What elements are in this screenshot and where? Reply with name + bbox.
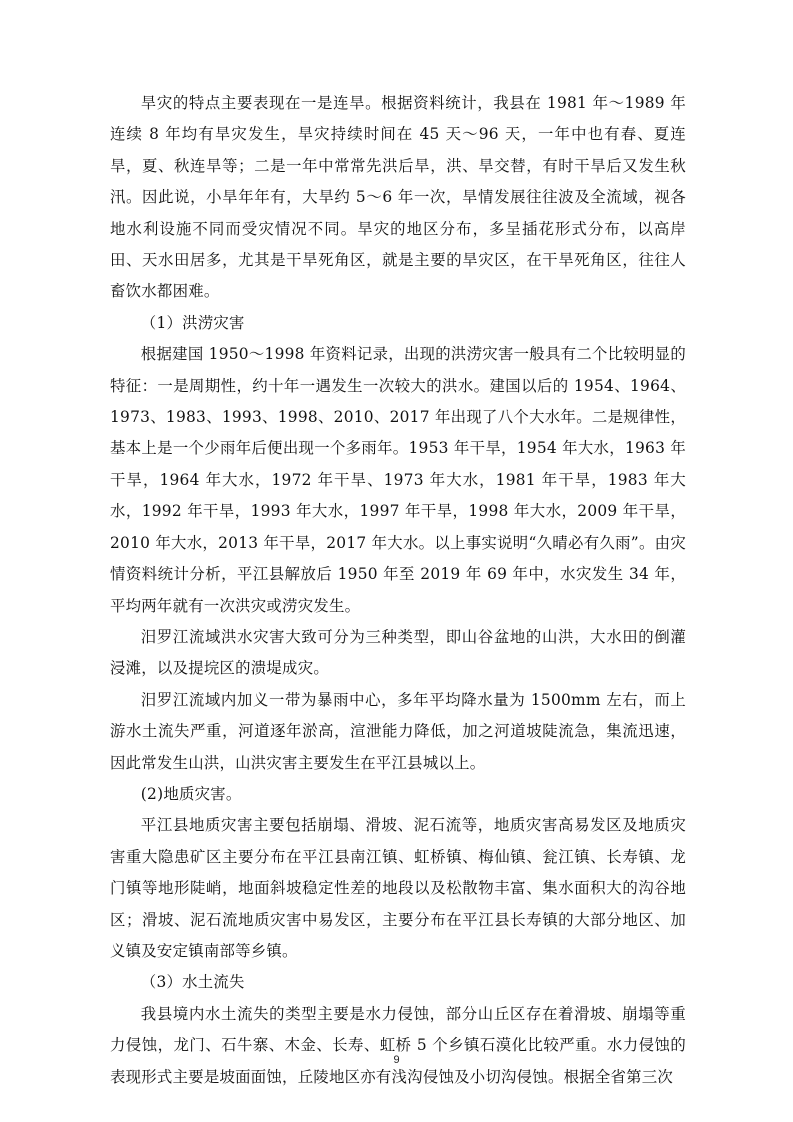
paragraph-flood-records: 根据建国 1950～1998 年资料记录，出现的洪涝灾害一般具有二个比较明显的特征：一是周期性，约十年一遇发生一次较大的洪水。建国以后的 1954、1964、1973、1983、1993、1998、2010、2017 年出现了八个大水年。二是规律性，基本上是一个少雨年后便出现一个多雨年。1953 年干旱，1954 年大水，1963 年干旱，1964 年大水，1972 年干旱、1973 年大水，1981 年干旱，1983 年大水，1992 年干旱，1993 年大水，1997 年干旱，1998 年大水，2009 年干旱，2010 年大水，2013 年干旱，2017 年大水。以上事实说明“久晴必有久雨”。由灾情资料统计分析，平江县解放后 1950 年至 2019 年 69 年中，水灾发生 34 年，平均两年就有一次洪灾或涝灾发生。: [110, 345, 686, 615]
page-content: [110, 88, 686, 1093]
paragraph-mountain-torrent: 汨罗江流域内加义一带为暴雨中心，多年平均降水量为 1500mm 左右，而上游水土流失严重，河道逐年淤高，渲泄能力降低，加之河道坡陡流急，集流迅速，因此常发生山洪，山洪灾害主要发生在平江县城以上。: [110, 690, 686, 772]
paragraph-drought-characteristics: 旱灾的特点主要表现在一是连旱。根据资料统计，我县在 1981 年～1989 年连续 8 年均有旱灾发生，旱灾持续时间在 45 天～96 天，一年中也有春、夏连旱，夏、秋连旱等；二是一年中常常先洪后旱，洪、旱交替，有时干旱后又发生秋汛。因此说，小旱年年有，大旱约 5～6 年一次，旱情发展往往波及全流域，视各地水利设施不同而受灾情况不同。旱灾的地区分布，多呈插花形式分布，以高岸田、天水田居多，尤其是干旱死角区，就是主要的旱灾区，在干旱死角区，往往人畜饮水都困难。: [110, 94, 686, 301]
paragraph-geological-distribution: 平江县地质灾害主要包括崩塌、滑坡、泥石流等，地质灾害高易发区及地质灾害重大隐患矿区主要分布在平江县南江镇、虹桥镇、梅仙镇、瓮江镇、长寿镇、龙门镇等地形陡峭，地面斜坡稳定性差的地段以及松散物丰富、集水面积大的沟谷地区；滑坡、泥石流地质灾害中易发区，主要分布在平江县长寿镇的大部分地区、加义镇及安定镇南部等乡镇。: [110, 816, 686, 960]
paragraph-flood-types: 汨罗江流域洪水灾害大致可分为三种类型，即山谷盆地的山洪，大水田的倒灌浸滩，以及提垸区的溃堤成灾。: [110, 627, 686, 678]
heading-flood-disaster: （1）洪涝灾害: [140, 313, 245, 332]
page-number: 9: [393, 1054, 400, 1066]
heading-geological-disaster: (2)地质灾害。: [140, 784, 242, 803]
heading-soil-erosion: （3）水土流失: [140, 973, 245, 992]
paragraph-soil-erosion: 我县境内水土流失的类型主要是水力侵蚀，部分山丘区存在着滑坡、崩塌等重力侵蚀，龙门、石牛寨、木金、长寿、虹桥 5 个乡镇石漠化比较严重。水力侵蚀的表现形式主要是坡面面蚀，丘陵地区亦有浅沟侵蚀及小切沟侵蚀。根据全省第三次: [110, 1004, 686, 1086]
